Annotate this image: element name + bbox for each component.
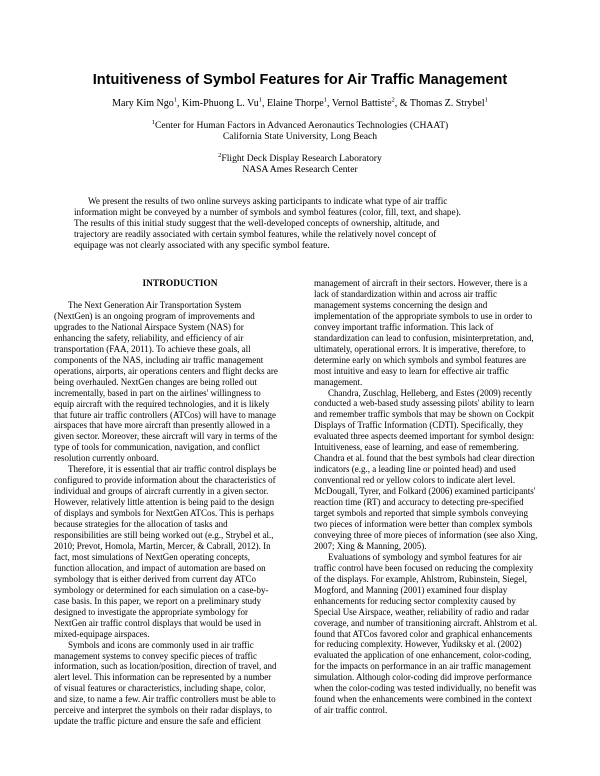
abstract [74, 196, 528, 251]
body-text-line: Intuitiveness, ease of learning, and ease of remembering. [314, 442, 519, 453]
body-text-line: Therefore, it is essential that air traffic control displays be [68, 464, 277, 475]
body-text-line: simulation. Although color-coding did improve performance [314, 672, 532, 683]
body-text-line: However, relatively little attention is being paid to the design [54, 497, 275, 508]
left-column [54, 278, 306, 727]
author-name: Mary Kim Ngo [112, 98, 174, 109]
body-text-line: (NextGen) is an ongoing program of improvements and [54, 310, 255, 321]
affiliation-1-line1: Center for Human Factors in Advanced Aeronautics Technologies (CHAAT) [154, 120, 449, 131]
body-text-line: operations, airports, air operations centers and flight decks are [54, 365, 278, 376]
abstract-line: trajectory are readily associated with certain symbol features, while the relatively novel concept of [74, 229, 437, 240]
right-column-body [314, 278, 566, 716]
paper-title: Intuitiveness of Symbol Features for Air Traffic Management [92, 72, 508, 88]
body-text-line: lack of standardization within and across air traffic [314, 288, 498, 299]
body-text-line: alert level. This information can be represented by a number [54, 672, 272, 683]
author-name: Elaine Thorpe [267, 98, 324, 109]
body-text-line: because strategies for the allocation of tasks and [54, 519, 228, 530]
body-text-line: evaluated three aspects deemed important for symbol design: [314, 431, 535, 442]
author-affiliation-marker: 1 [258, 96, 262, 104]
body-text-line: components of the NAS, including air traffic management [54, 354, 264, 365]
body-text-line: resolution currently onboard. [54, 453, 159, 464]
body-text-line: coverage, and number of transitioning aircraft. Ahlstrom et al. [314, 617, 538, 628]
author-affiliation-marker: 1 [323, 96, 327, 104]
body-text-line: update the traffic picture and ensure the safe and efficient [54, 716, 261, 727]
affiliation-1-line2: California State University, Long Beach [222, 131, 378, 143]
abstract-line: equipage was not clearly associated with any specific symbol feature. [74, 240, 330, 251]
body-text-line: two pieces of information were better than complex symbols [314, 518, 533, 529]
author-list [40, 98, 560, 110]
author-separator: , [177, 98, 183, 109]
body-text-line: Evaluations of symbology and symbol features for air [328, 551, 522, 562]
body-text-line: Mogford, and Manning (2001) examined four display [314, 584, 508, 595]
body-text-line: mixed-equipage airspaces. [54, 628, 150, 639]
abstract-line: The results of this initial study suggest that the well-developed concepts of ownership, altitude, and [74, 218, 440, 229]
body-text-line: being overhauled. NextGen changes are being rolled out [54, 376, 257, 387]
body-text-line: convey important traffic information. This lack of [314, 321, 494, 332]
body-text-line: of the displays. For example, Ahlstrom, Rubinstein, Siegel, [314, 573, 527, 584]
body-text-line: symbology or determined for each simulation on a case-by- [54, 584, 269, 595]
body-text-line: ultimately, operational errors. It is imperative, therefore, to [314, 343, 526, 354]
body-text-line: reaction time (RT) and accuracy to detecting pre-specified [314, 497, 524, 508]
left-column-body [54, 300, 306, 727]
body-text-line: airspaces that have more aircraft than presently allowed in a [54, 420, 271, 431]
body-text-line: given sector. Moreover, these aircraft will vary in terms of the [54, 431, 278, 442]
body-text-line: upgrades to the National Airspace System (NAS) for [54, 321, 244, 332]
body-text-line: Chandra, Zuschlag, Helleberg, and Estes (2009) recently [328, 387, 533, 398]
body-text-line: traffic control have been focused on reducing the complexity [314, 562, 534, 573]
body-text-line: management of aircraft in their sectors. However, there is a [314, 278, 528, 288]
body-text-line: 2007; Xing & Manning, 2005). [314, 540, 427, 551]
body-text-line: fact, most simulations of NextGen operating concepts, [54, 551, 250, 562]
body-text-line: for the impacts on performance in an air traffic management [314, 661, 531, 672]
body-text-line: indicators (e.g., a leading line or pointed head) and used [314, 464, 516, 475]
body-text-line: individual and groups of aircraft currently in a given sector. [54, 486, 269, 497]
affiliation-2-marker: 2 [218, 151, 222, 159]
author-affiliation-marker: 1 [484, 96, 488, 104]
author-separator: , & [394, 98, 410, 109]
body-text-line: most intuitive and easy to learn for effective air traffic [314, 365, 509, 376]
affiliation-1-marker: 1 [151, 118, 155, 126]
body-text-line: incrementally, based in part on the airlines' willingness to [54, 387, 261, 398]
body-text-line: implementation of the appropriate symbols to use in order to [314, 310, 533, 321]
body-text-line: function allocation, and impact of automation are based on [54, 562, 266, 573]
affiliation-2-line2: NASA Ames Research Center [242, 164, 358, 176]
author-affiliation-marker: 2 [391, 96, 395, 104]
body-text-line: conveying three of more pieces of information (see also Xing, [314, 529, 538, 540]
affiliation-1 [40, 120, 560, 143]
body-text-line: of displays and symbols for NextGen ATCos. This is perhaps [54, 508, 274, 519]
body-text-line: Displays of Traffic Information (CDTI). Specifically, they [314, 420, 524, 431]
author-name: Kim-Phuong L. Vu [182, 98, 259, 109]
author-separator: , [262, 98, 267, 109]
affiliation-2 [40, 153, 560, 176]
body-text-line: enhancements for reducing sector complexity caused by [314, 595, 516, 606]
body-text-line: information, such as location/position, direction of travel, and [54, 661, 277, 672]
body-text-line: management systems concerning the design and [314, 299, 488, 310]
author-separator: , [327, 98, 332, 109]
body-text-line: designed to investigate the appropriate symbology for [54, 606, 248, 617]
body-text-line: symbology that is either derived from current day ATCo [54, 573, 256, 584]
body-text-line: and remember traffic symbols that may be shown on Cockpit [314, 409, 535, 420]
body-text-line: Special Use Airspace, weather, reliability of radio and radar [314, 606, 530, 617]
body-text-line: of visual features or characteristics, including shape, color, [54, 683, 266, 694]
body-text-line: determine early on which symbols and symbol features are [314, 354, 526, 365]
abstract-line: information might be conveyed by a number of symbols and symbol features (color, fill, text, and shape). [74, 207, 461, 218]
body-text-line: target symbols and reported that simple symbols conveying [314, 508, 529, 519]
body-text-line: Symbols and icons are commonly used in air traffic [68, 639, 254, 650]
section-heading-introduction: INTRODUCTION [142, 279, 218, 289]
body-text-line: conventional red or yellow colors to indicate alert level. [314, 475, 516, 486]
body-text-line: type of tools for communication, navigation, and conflict [54, 442, 260, 453]
abstract-line: We present the results of two online surveys asking participants to indicate what type of air traffic [88, 196, 448, 206]
body-text-line: of air traffic control. [314, 705, 388, 716]
affiliation-2-line1: Flight Deck Display Research Laboratory [221, 153, 382, 164]
body-text-line: for reducing complexity. However, Yudiksky et al. (2002) [314, 639, 522, 650]
body-text-line: equip aircraft with the required technologies, and it is likely [54, 398, 270, 409]
body-text-line: evaluated the application of one enhancement, color-coding, [314, 650, 532, 661]
body-text-line: and size, to name a few. Air traffic controllers must be able to [54, 694, 276, 705]
body-text-line: enhancing the safety, reliability, and efficiency of air [54, 332, 244, 343]
body-text-line: found that ATCos favored color and graphical enhancements [314, 628, 533, 639]
author-name: Vernol Battiste [331, 98, 392, 109]
body-text-line: The Next Generation Air Transportation System [68, 300, 242, 310]
right-column [314, 278, 566, 716]
body-text-line: configured to provide information about the characteristics of [54, 475, 276, 486]
body-text-line: Chandra et al. found that the best symbols had clear direction [314, 453, 535, 464]
body-text-line: case basis. In this paper, we report on a preliminary study [54, 595, 262, 606]
body-text-line: conducted a web-based study assessing pilots' ability to learn [314, 398, 535, 409]
body-text-line: that future air traffic controllers (ATCos) will have to manage [54, 409, 277, 420]
body-text-line: responsibilities are still being worked out (e.g., Strybel et al., [54, 530, 274, 541]
body-text-line: NextGen air traffic control displays that would be used in [54, 617, 262, 628]
author-affiliation-marker: 1 [173, 96, 178, 104]
body-text-line: transportation (FAA, 2011). To achieve these goals, all [54, 343, 251, 354]
author-name: Thomas Z. Strybel [409, 98, 485, 109]
body-text-line: management systems to convey specific pieces of traffic [54, 650, 258, 661]
body-text-line: standardization can lead to confusion, misinterpretation, and, [314, 332, 534, 343]
body-text-line: 2010; Prevot, Homola, Martin, Mercer, & Cabrall, 2012). In [54, 540, 271, 551]
body-text-line: management. [314, 376, 363, 387]
body-text-line: when the color-coding was tested individually, no benefit was [314, 683, 537, 694]
body-text-line: perceive and interpret the symbols on their radar displays, to [54, 705, 272, 716]
body-text-line: found when the enhancements were combined in the context [314, 694, 532, 705]
body-text-line: McDougall, Tyrer, and Folkard (2006) examined participants' [314, 486, 536, 497]
